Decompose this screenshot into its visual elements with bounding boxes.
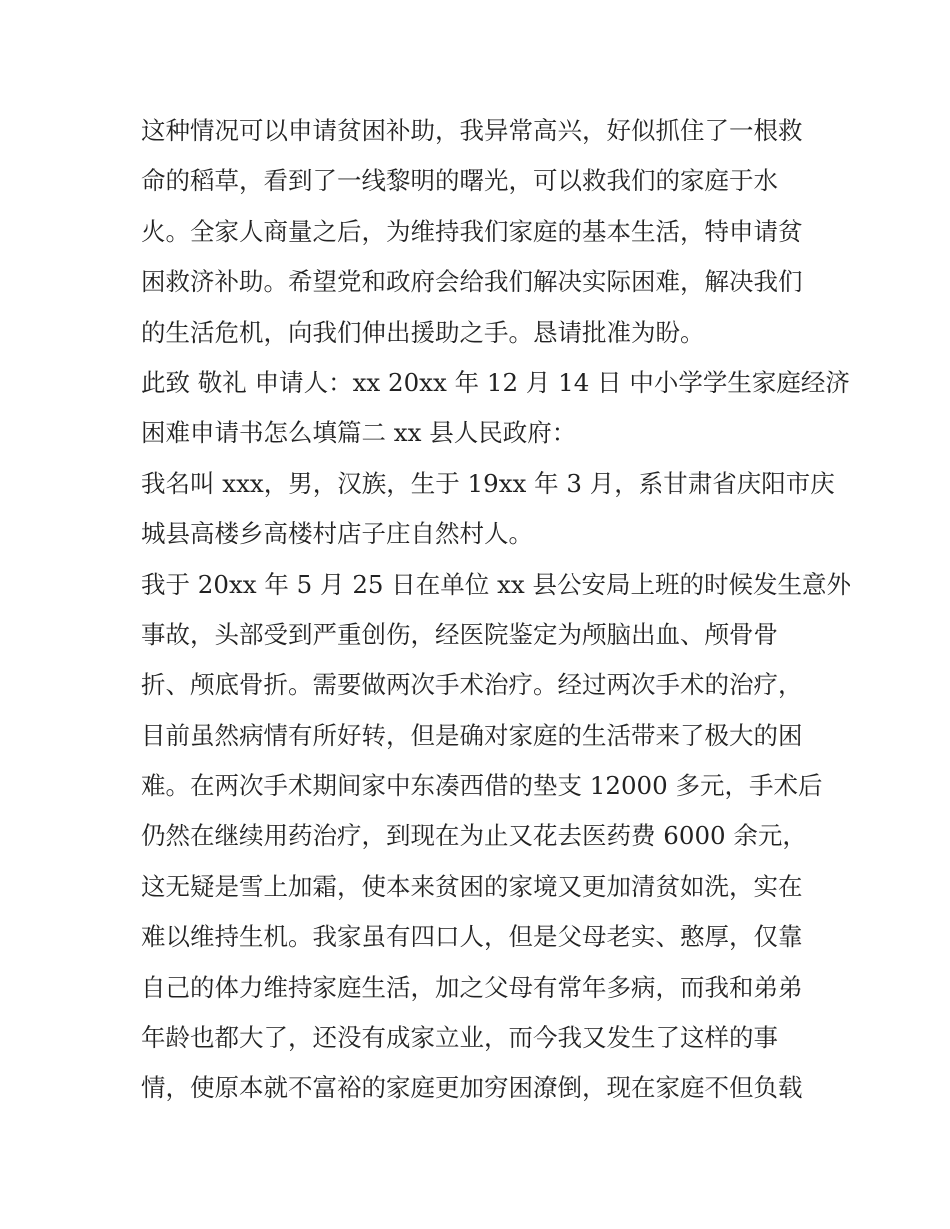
text-line: 事故，头部受到严重创伤，经医院鉴定为颅脑出血、颅骨骨	[141, 619, 778, 649]
paragraph-3	[141, 459, 835, 560]
text-line: 目前虽然病情有所好转，但是确对家庭的生活带来了极大的困	[141, 720, 803, 750]
text-line: 的生活危机，向我们伸出援助之手。恳请批准为盼。	[141, 317, 705, 347]
document-body	[141, 106, 852, 1114]
text-line: 此致 敬礼 申请人：xx 20xx 年 12 月 14 日 中小学学生家庭经济	[141, 367, 850, 397]
text-line: 火。全家人商量之后，为维持我们家庭的基本生活，特申请贫	[141, 216, 803, 246]
text-line: 我名叫 xxx，男，汉族，生于 19xx 年 3 月，系甘肃省庆阳市庆	[141, 468, 835, 498]
text-line: 命的稻草，看到了一线黎明的曙光，可以救我们的家庭于水	[141, 166, 778, 196]
text-line: 这无疑是雪上加霜，使本来贫困的家境又更加清贫如洗，实在	[141, 871, 803, 901]
paragraph-4	[141, 560, 852, 1114]
text-line: 困难申请书怎么填篇二 xx 县人民政府：	[141, 418, 577, 448]
text-line: 城县高楼乡高楼村店子庄自然村人。	[141, 519, 533, 549]
paragraph-2	[141, 358, 850, 459]
text-line: 这种情况可以申请贫困补助，我异常高兴，好似抓住了一根救	[141, 116, 803, 145]
text-line: 难以维持生机。我家虽有四口人，但是父母老实、憨厚，仅靠	[141, 922, 803, 952]
text-line: 自己的体力维持家庭生活，加之父母有常年多病，而我和弟弟	[141, 972, 803, 1002]
text-line: 难。在两次手术期间家中东凑西借的垫支 12000 多元，手术后	[141, 771, 823, 801]
text-line: 折、颅底骨折。需要做两次手术治疗。经过两次手术的治疗，	[141, 670, 803, 700]
text-line: 我于 20xx 年 5 月 25 日在单位 xx 县公安局上班的时候发生意外	[141, 569, 852, 599]
text-line: 情，使原本就不富裕的家庭更加穷困潦倒，现在家庭不但负载	[141, 1073, 803, 1103]
paragraph-1	[141, 106, 813, 358]
text-line: 年龄也都大了，还没有成家立业，而今我又发生了这样的事	[141, 1023, 778, 1053]
text-line: 困救济补助。希望党和政府会给我们解决实际困难，解决我们	[141, 267, 803, 297]
text-line: 仍然在继续用药治疗，到现在为止又花去医药费 6000 余元，	[141, 821, 807, 851]
